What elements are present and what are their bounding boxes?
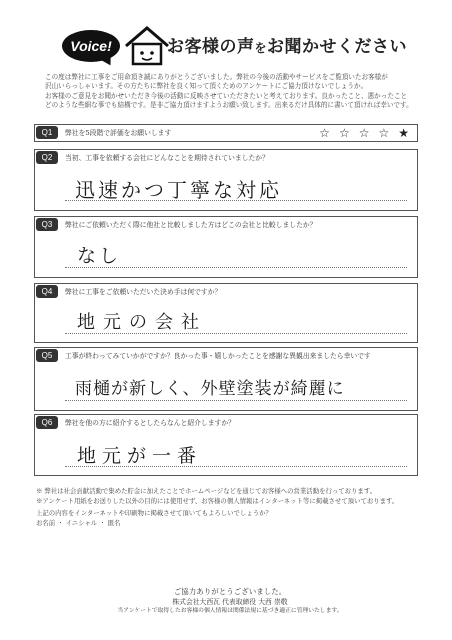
question-text: 弊社に工事をご依頼いただいた決め手は何ですか？ xyxy=(65,288,222,296)
answer-line xyxy=(65,333,407,334)
answer-text: なし xyxy=(77,245,122,267)
answer-text: 迅速かつ丁寧な対応 xyxy=(75,178,282,202)
footnote-line: ※アンケート用紙をお送りした以外の目的には使用せず、お客様の個人情報はインターネット等に掲載させて頂いております。 xyxy=(36,496,399,505)
answer-line xyxy=(65,267,407,268)
question-number: Q1 xyxy=(36,126,58,139)
footnote xyxy=(36,487,416,528)
star-icon[interactable]: ☆ xyxy=(338,126,350,140)
question-text: 弊社を5段階で評価をお願いします xyxy=(65,129,172,137)
question-header xyxy=(35,415,417,431)
question-q2 xyxy=(34,149,418,211)
star-icon[interactable]: ☆ xyxy=(319,126,330,140)
answer-line xyxy=(65,200,407,201)
privacy-note: 当アンケートで取得したお客様の個人情報は関係法規に基づき適正に管理いたします。 xyxy=(117,608,343,614)
footnote-line: ※ 弊社は社会貢献活動で集めた貯金に加えたことでホームページなどを通じてお客様への営業活動を行っております。 xyxy=(36,487,377,495)
intro-line: どのような些細な事でも結構です。是非ご協力頂けますようお願い致します。出来るだけ具体的に書いて頂ければ幸いです。 xyxy=(45,101,413,110)
intro-line: お客様のご意見をお聞かせいただき今後の活動に反映させていただきたいと考えております。良かったこと、悪かったこと xyxy=(45,91,408,100)
question-header xyxy=(35,150,417,166)
question-number: Q6 xyxy=(36,416,58,429)
question-q6 xyxy=(34,414,418,476)
house-icon xyxy=(122,24,172,66)
title-tail: お聞かせください xyxy=(267,37,408,57)
question-q1 xyxy=(34,124,418,142)
question-text: 工事が終わってみていかがですか？良かった事・嬉しかったことを感謝な異観出来ましたら幸いです xyxy=(65,352,371,360)
question-text: 弊社を他の方に紹介するとしたらなんと紹介しますか？ xyxy=(65,419,235,427)
star-filled-icon[interactable]: ★ xyxy=(398,126,409,140)
header xyxy=(62,20,408,70)
question-number: Q4 xyxy=(36,285,58,298)
answer-text: 地元が一番 xyxy=(77,445,203,467)
question-header xyxy=(35,348,417,364)
answer-line xyxy=(65,400,407,401)
intro-line: この度は弊社に工事をご用命頂き誠にありがとうございました。弊社の今後の活動やサービスをご覧頂いたお客様が xyxy=(45,73,388,81)
question-text: 弊社にご依頼いただく際に他社と比較しました方はどこの会社と比較しましたか？ xyxy=(65,221,317,229)
page-title xyxy=(167,32,407,57)
answer-text: 雨樋が新しく、外壁塗装が綺麗に xyxy=(75,379,345,399)
intro-line: 沢山いらっしゃいます。その方たちに弊社を良く知って頂くためのアンケートにご協力頂けないでしょうか。 xyxy=(45,82,368,91)
thanks-text: ご協力ありがとうございました。 xyxy=(173,587,287,596)
footnote-line: 上記の内容をインターネットや印刷物に掲載させて頂いてもよろしいでしょうか？ xyxy=(36,509,272,518)
question-header xyxy=(35,284,417,300)
title-main: お客様の声 xyxy=(167,37,255,57)
question-q5 xyxy=(34,347,418,411)
star-icon[interactable]: ☆ xyxy=(358,126,370,140)
footer xyxy=(100,586,360,616)
answer-line xyxy=(65,466,407,467)
question-header xyxy=(35,125,417,141)
question-number: Q2 xyxy=(36,151,58,164)
voice-badge: Voice! xyxy=(62,30,120,62)
question-number: Q3 xyxy=(36,218,58,231)
question-number: Q5 xyxy=(36,349,58,362)
question-q3 xyxy=(34,216,418,278)
company-name: 株式会社大西瓦 代表取締役 大西 崇敬 xyxy=(172,598,288,606)
question-text: 当初、工事を依頼する会社にどんなことを期待されていましたか？ xyxy=(65,154,269,162)
answer-text: 地元の会社 xyxy=(77,312,207,333)
title-particle: を xyxy=(254,41,268,55)
intro-text xyxy=(45,73,415,111)
footnote-line: お名前 ・ イニシャル ・ 匿名 xyxy=(36,518,121,527)
question-q4 xyxy=(34,283,418,343)
star-icon[interactable]: ☆ xyxy=(378,126,390,140)
question-header xyxy=(35,217,417,233)
rating-stars[interactable] xyxy=(319,126,409,140)
